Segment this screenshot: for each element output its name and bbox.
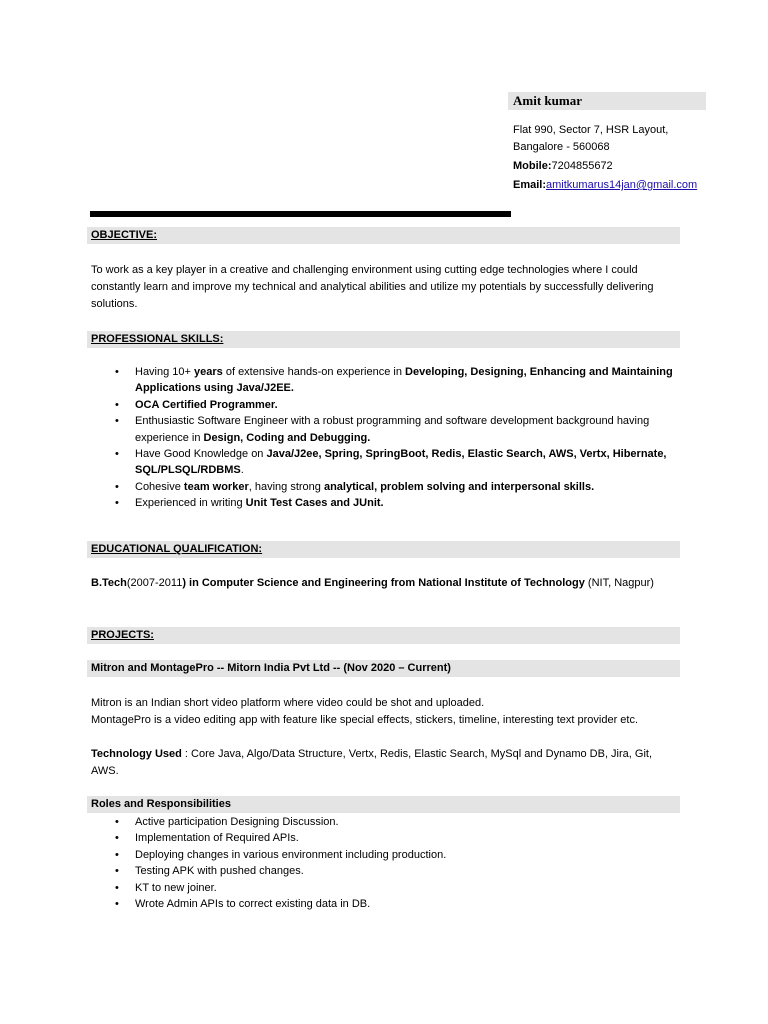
list-item: • Implementation of Required APIs.: [91, 830, 681, 846]
skill-text: .: [240, 464, 244, 477]
project-desc-2: MontagePro is a video editing app with feature like special effects, stickers, timeline, interesting text provider etc.: [91, 714, 639, 726]
list-item: [91, 413, 681, 446]
email-label: Email:: [513, 179, 547, 191]
project-title: Mitron and MontagePro -- Mitorn India Pvt Ltd -- (Nov 2020 – Current): [87, 660, 680, 677]
skills-heading-text: PROFESSIONAL SKILLS:: [91, 333, 224, 345]
roles-list: [91, 814, 681, 912]
email-link[interactable]: amitkumarus14jan@gmail.com: [546, 179, 698, 191]
skill-bold: team worker: [183, 480, 249, 493]
objective-heading: [87, 227, 680, 244]
education-heading: [87, 541, 680, 558]
address-line-2: Bangalore - 560068: [513, 141, 610, 153]
skill-bold: analytical, problem solving and interpersonal skills.: [323, 480, 595, 493]
list-item: • Deploying changes in various environment including production.: [91, 847, 681, 863]
projects-heading-text: PROJECTS:: [91, 629, 154, 641]
degree-years: (2007-2011: [126, 577, 183, 589]
skills-list: [91, 364, 681, 512]
list-item: [91, 495, 681, 511]
skill-text: Have Good Knowledge on: [135, 448, 267, 461]
list-item: • Active participation Designing Discussion.: [91, 814, 681, 830]
list-item: • Testing APK with pushed changes.: [91, 863, 681, 879]
degree: B.Tech: [91, 577, 127, 589]
tech-label: Technology Used: [91, 748, 182, 760]
address-line-1: Flat 990, Sector 7, HSR Layout,: [513, 124, 669, 136]
project-desc-1: Mitron is an Indian short video platform where video could be shot and uploaded.: [91, 697, 485, 709]
degree-place: (NIT, Nagpur): [584, 577, 654, 589]
header-divider: [90, 211, 511, 217]
tech-text: : Core Java, Algo/Data Structure, Vertx, Redis, Elastic Search, MySql and Dynamo DB, Jira, Git, AWS.: [91, 748, 653, 777]
mobile-number: 7204855672: [551, 160, 613, 172]
objective-heading-text: OBJECTIVE:: [91, 229, 158, 241]
skill-text: of extensive hands-on experience in: [222, 366, 406, 378]
mobile-label: Mobile:: [513, 160, 552, 172]
objective-text: To work as a key player in a creative and challenging environment using cutting edge technologies where I could constantly learn and improve my technical and analytical abilities and utilize my potentials by successfully delivering solutions.: [91, 264, 654, 310]
list-item: [91, 479, 681, 495]
list-item: • Wrote Admin APIs to correct existing data in DB.: [91, 896, 681, 912]
list-item: • KT to new joiner.: [91, 880, 681, 896]
skill-bold: Developing, Designing, Enhancing and Maintaining Applications using Java/J2EE.: [135, 366, 673, 395]
mobile-line: [513, 159, 613, 173]
skill-bold: Java/J2ee, Spring, SpringBoot, Redis, Elastic Search, AWS, Vertx, Hibernate, SQL/PLSQL/RDBMS: [135, 448, 667, 477]
list-item: [91, 446, 681, 479]
email-line: [513, 178, 697, 192]
list-item: [91, 364, 681, 397]
projects-heading: [87, 627, 680, 644]
skill-bold: Unit Test Cases and JUnit.: [245, 497, 384, 510]
skill-text: Having 10+: [135, 366, 195, 378]
skill-text: Enthusiastic Software Engineer with a robust programming and software development background having experience in: [135, 415, 650, 444]
skill-bold: Design, Coding and Debugging.: [203, 431, 371, 444]
degree-detail: ) in Computer Science and Engineering from National Institute of Technology: [182, 577, 585, 589]
skill-text: Experienced in writing: [135, 497, 246, 510]
skill-bold: OCA Certified Programmer.: [135, 398, 278, 411]
technology-used: [91, 746, 681, 780]
candidate-name: Amit kumar: [513, 93, 582, 108]
skill-text: , having strong: [248, 480, 324, 493]
education-line: [91, 575, 681, 592]
skill-text: Cohesive: [135, 480, 184, 493]
list-item: [91, 397, 681, 413]
education-heading-text: EDUCATIONAL QUALIFICATION:: [91, 543, 263, 555]
skill-bold: years: [194, 366, 223, 378]
roles-heading: Roles and Responsibilities: [87, 796, 680, 813]
skills-heading: [87, 331, 680, 348]
